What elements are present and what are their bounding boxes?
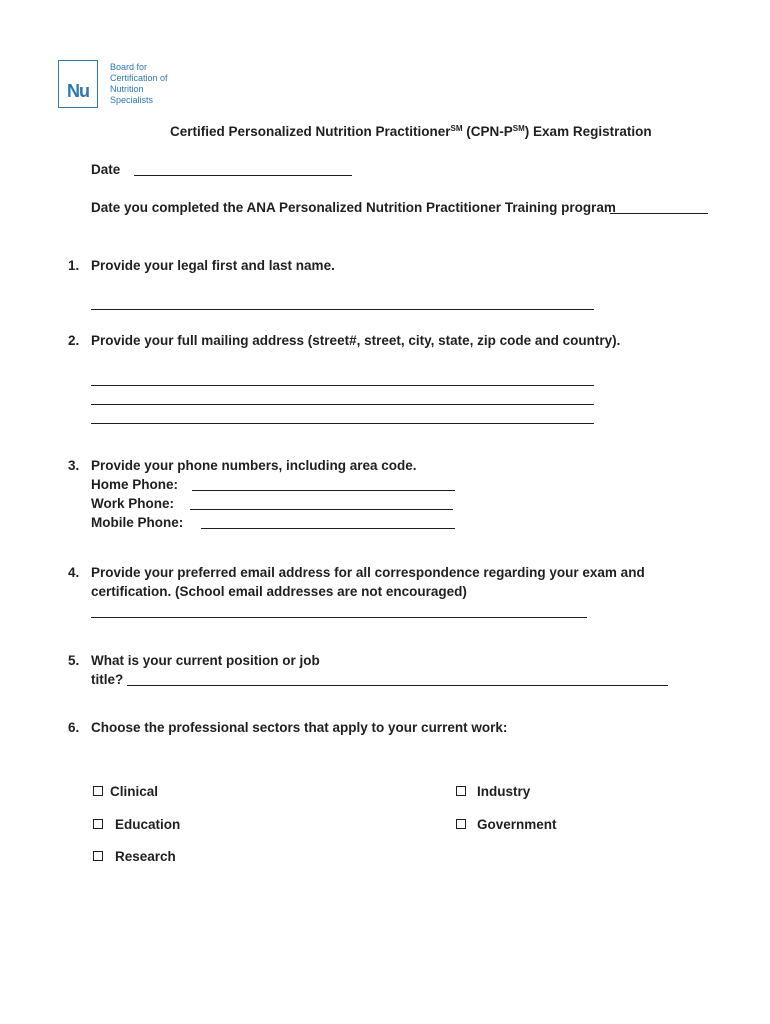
- address-field-1[interactable]: [91, 385, 594, 386]
- question-number: 6.: [68, 720, 80, 735]
- research-checkbox[interactable]: [93, 851, 103, 861]
- page-title: Certified Personalized Nutrition Practitioner℠ (CPN-P℠) Exam Registration: [170, 124, 652, 139]
- email-field[interactable]: [91, 617, 587, 618]
- education-checkbox[interactable]: [93, 819, 103, 829]
- work-phone-label: Work Phone:: [91, 496, 175, 511]
- industry-checkbox[interactable]: [456, 786, 466, 796]
- completed-date-label: Date you completed the ANA Personalized Nutrition Practitioner Training program: [91, 200, 616, 215]
- question-text: Choose the professional sectors that apply to your current work:: [91, 720, 508, 735]
- logo-mark: Nu: [67, 81, 89, 101]
- question-text: Provide your phone numbers, including area code.: [91, 458, 417, 473]
- logo-line: Specialists: [110, 95, 154, 105]
- address-field-2[interactable]: [91, 404, 594, 405]
- logo-box: [58, 60, 98, 108]
- work-phone-field[interactable]: [190, 509, 453, 510]
- completed-date-field[interactable]: [610, 213, 708, 214]
- question-number: 5.: [68, 653, 80, 668]
- government-checkbox[interactable]: [456, 819, 466, 829]
- government-label: Government: [477, 817, 557, 832]
- question-number: 2.: [68, 333, 80, 348]
- position-field[interactable]: [127, 685, 668, 686]
- question-text-cont: certification. (School email addresses are not encouraged): [91, 584, 467, 599]
- education-label: Education: [115, 817, 181, 832]
- clinical-label: Clinical: [110, 784, 159, 799]
- name-field[interactable]: [91, 309, 594, 310]
- home-phone-field[interactable]: [192, 490, 455, 491]
- mobile-phone-field[interactable]: [201, 528, 455, 529]
- question-text-cont: title?: [91, 672, 124, 687]
- date-label: Date: [91, 162, 121, 177]
- clinical-checkbox[interactable]: [93, 786, 103, 796]
- question-number: 3.: [68, 458, 80, 473]
- logo-line: Nutrition: [110, 84, 144, 94]
- home-phone-label: Home Phone:: [91, 477, 179, 492]
- date-field[interactable]: [134, 175, 352, 176]
- industry-label: Industry: [477, 784, 531, 799]
- question-text: Provide your preferred email address for all correspondence regarding your exam and: [91, 565, 645, 580]
- question-number: 4.: [68, 565, 80, 580]
- address-field-3[interactable]: [91, 423, 594, 424]
- mobile-phone-label: Mobile Phone:: [91, 515, 184, 530]
- question-text: Provide your full mailing address (street#, street, city, state, zip code and country).: [91, 333, 621, 348]
- logo-text: [110, 62, 200, 106]
- question-text: Provide your legal first and last name.: [91, 258, 335, 273]
- logo-line: Certification of: [110, 73, 168, 83]
- research-label: Research: [115, 849, 176, 864]
- question-text: What is your current position or job: [91, 653, 320, 668]
- logo-line: Board for: [110, 62, 148, 72]
- question-number: 1.: [68, 258, 80, 273]
